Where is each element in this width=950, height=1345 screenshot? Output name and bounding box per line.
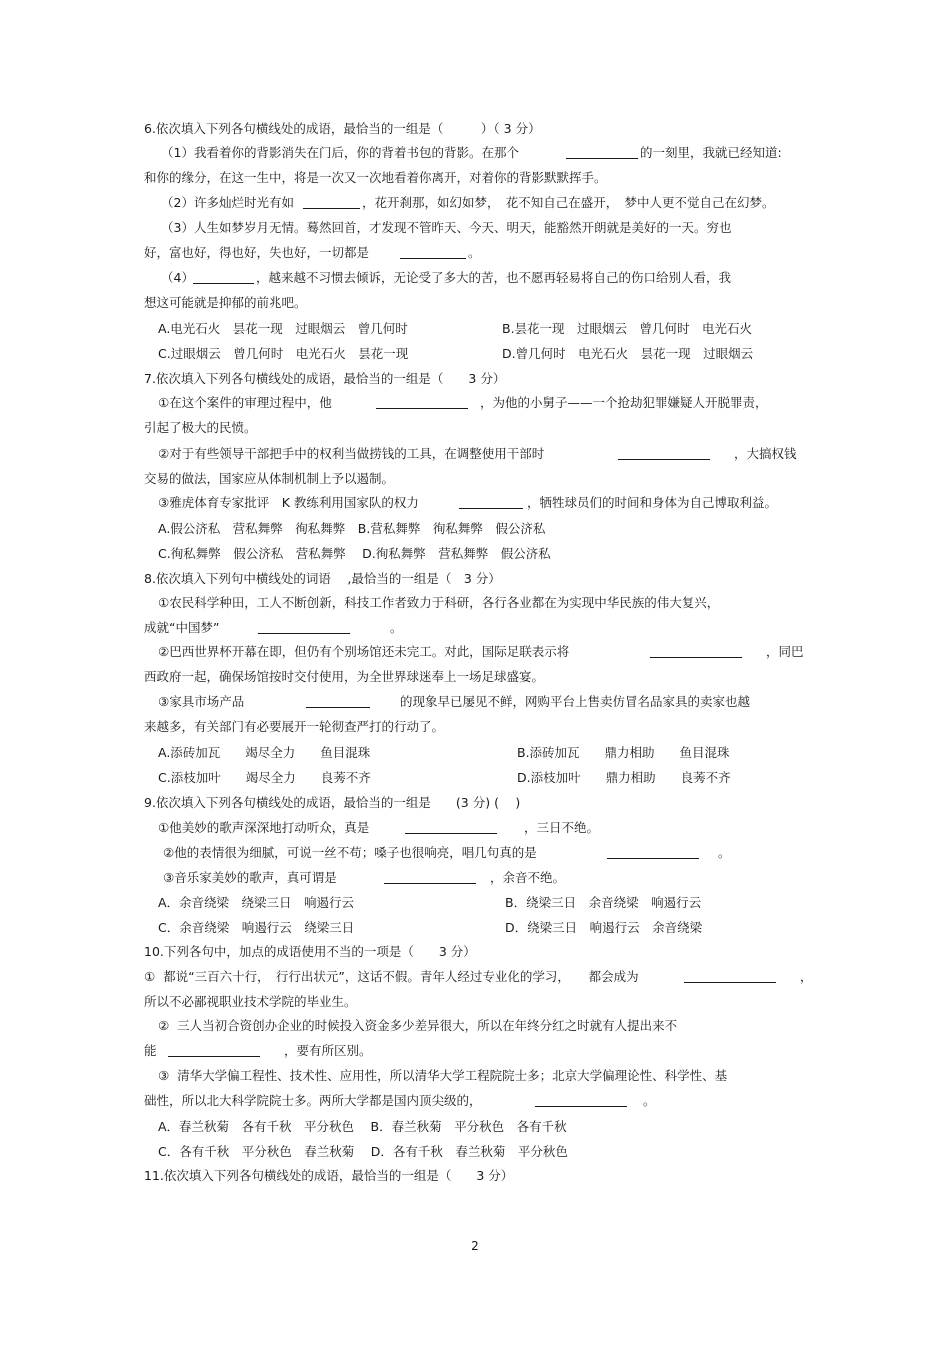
page-number: 2 — [471, 1239, 479, 1253]
q10-sentence3-part2: 础性，所以北大科学院院士多。两所大学都是国内顶尖级的， — [144, 1093, 482, 1108]
q6-sentence1-part2: 的一刻里，我就已经知道: — [640, 145, 782, 160]
q9-option-d: D．绕梁三日 响遏行云 余音绕梁 — [505, 920, 703, 935]
q8-option-c: C.添枝加叶 竭尽全力 良莠不齐 — [158, 770, 371, 785]
q6-sentence1-part3: 和你的缘分，在这一生中，将是一次又一次地看着你离开，对着你的背影默默挥手。 — [144, 170, 607, 185]
q10-blank1 — [684, 970, 776, 983]
q9-sentence1-part1: ①他美妙的歌声深深地打动听众，真是 — [158, 820, 370, 835]
q10-sentence3-part3: 。 — [643, 1093, 656, 1108]
q6-option-b: B.昙花一现 过眼烟云 曾几何时 电光石火 — [502, 321, 753, 336]
q6-sentence4-part2: ，越来越不习惯去倾诉，无论受了多大的苦，也不愿再轻易将自己的伤口给别人看，我 — [256, 270, 732, 285]
q6-option-d: D.曾几何时 电光石火 昙花一现 过眼烟云 — [502, 346, 754, 361]
q10-sentence2-part2: 能 — [144, 1043, 157, 1058]
q6-blank3 — [400, 246, 466, 259]
q7-sentence1-part3: 引起了极大的民愤。 — [144, 420, 257, 435]
q7-sentence1-part1: ①在这个案件的审理过程中，他 — [158, 395, 332, 410]
q7-blank1 — [376, 396, 468, 409]
q11-title: 11.依次填入下列各句横线处的成语，最恰当的一组是（ 3 分） — [144, 1168, 514, 1183]
q10-sentence2-part1: ② 三人当初合资创办企业的时候投入资金多少差异很大，所以在年终分红之时就有人提出来不 — [158, 1018, 678, 1033]
q6-option-c: C.过眼烟云 曾几何时 电光石火 昙花一现 — [158, 346, 409, 361]
q9-option-c: C．余音绕梁 响遏行云 绕梁三日 — [158, 920, 355, 935]
q9-sentence1-part2: ，三日不绝。 — [524, 820, 600, 835]
q7-sentence2-part3: 交易的做法，国家应从体制机制上予以遏制。 — [144, 471, 395, 486]
q6-option-a: A.电光石火 昙花一现 过眼烟云 曾几何时 — [158, 321, 408, 336]
q6-sentence1-part1: （1）我看着你的背影消失在门后，你的背着书包的背影。在那个 — [161, 145, 519, 160]
q8-sentence1-part2: 成就“中国梦” — [144, 620, 220, 635]
q10-sentence1-part2: ， — [800, 969, 813, 984]
q6-sentence2-part2: ，花开刹那，如幻如梦， 花不知自己在盛开， 梦中人更不觉自己在幻梦。 — [362, 195, 775, 210]
q7-sentence1-part2: ，为他的小舅子——一个抢劫犯罪嫌疑人开脱罪责， — [480, 395, 768, 410]
q10-sentence1-part3: 所以不必鄙视职业技术学院的毕业生。 — [144, 994, 357, 1009]
q7-options-cd: C.徇私舞弊 假公济私 营私舞弊 D.徇私舞弊 营私舞弊 假公济私 — [158, 546, 551, 561]
q8-sentence2-part3: 西政府一起，确保场馆按时交付使用，为全世界球迷奉上一场足球盛宴。 — [144, 669, 545, 684]
q8-sentence3-part1: ③家具市场产品 — [158, 694, 245, 709]
q8-blank3 — [306, 695, 370, 708]
q10-title: 10.下列各句中，加点的成语使用不当的一项是（ 3 分） — [144, 944, 476, 959]
q8-sentence1-part1: ①农民科学种田，工人不断创新，科技工作者致力于科研，各行各业都在为实现中华民族的伟大复兴， — [158, 595, 720, 610]
q6-sentence2-part1: （2）许多灿烂时光有如 — [161, 195, 294, 210]
q7-blank3 — [459, 496, 523, 509]
q8-sentence1-part3: 。 — [390, 620, 403, 635]
q8-sentence2-part2: ，同巴 — [766, 644, 804, 659]
q6-sentence4-part3: 想这可能就是抑郁的前兆吧。 — [144, 295, 307, 310]
q6-title: 6.依次填入下列各句横线处的成语，最恰当的一组是（ ）（ 3 分） — [144, 121, 541, 136]
q8-option-d: D.添枝加叶 鼎力相助 良莠不齐 — [517, 770, 731, 785]
q6-sentence3-part2: 好，富也好，得也好，失也好，一切都是 — [144, 245, 370, 260]
q7-blank2 — [618, 447, 710, 460]
q6-sentence4-part1: （4） — [161, 270, 194, 285]
q8-option-a: A.添砖加瓦 竭尽全力 鱼目混珠 — [158, 745, 371, 760]
q9-sentence3-part1: ③音乐家美妙的歌声，真可谓是 — [163, 870, 337, 885]
q9-blank3 — [384, 871, 476, 884]
q8-option-b: B.添砖加瓦 鼎力相助 鱼目混珠 — [517, 745, 730, 760]
q10-options-ab: A．春兰秋菊 各有千秋 平分秋色 B．春兰秋菊 平分秋色 各有千秋 — [158, 1119, 567, 1134]
q6-blank1 — [566, 146, 638, 159]
q7-title: 7.依次填入下列各句横线处的成语，最恰当的一组是（ 3 分） — [144, 371, 506, 386]
q8-sentence2-part1: ②巴西世界杯开幕在即，但仍有个别场馆还未完工。对此，国际足联表示将 — [158, 644, 570, 659]
q7-sentence2-part2: ，大搞权钱 — [734, 446, 797, 461]
q6-blank4 — [193, 271, 254, 284]
q8-blank1 — [258, 621, 350, 634]
q8-sentence3-part3: 来越多，有关部门有必要展开一轮彻查严打的行动了。 — [144, 719, 445, 734]
q9-option-b: B．绕梁三日 余音绕梁 响遏行云 — [505, 895, 702, 910]
q9-sentence3-part2: ，余音不绝。 — [490, 870, 566, 885]
q8-title: 8.依次填入下列句中横线处的词语 ,最恰当的一组是（ 3 分） — [144, 571, 501, 586]
q7-sentence3-part1: ③雅虎体育专家批评 K 教练利用国家队的权力 — [158, 495, 419, 510]
q10-sentence1-part1: ① 都说“三百六十行， 行行出状元”，这话不假。青年人经过专业化的学习， 都会成为 — [144, 969, 639, 984]
q8-blank2 — [650, 645, 742, 658]
q9-blank2 — [607, 846, 699, 859]
q6-sentence3-part1: （3）人生如梦岁月无情。蓦然回首，才发现不管昨天、今天、明天，能豁然开朗就是美好的一天。穷也 — [161, 220, 732, 235]
q7-options-ab: A.假公济私 营私舞弊 徇私舞弊 B.营私舞弊 徇私舞弊 假公济私 — [158, 521, 546, 536]
q9-blank1 — [405, 821, 497, 834]
q9-option-a: A．余音绕梁 绕梁三日 响遏行云 — [158, 895, 355, 910]
q6-sentence3-part3: 。 — [468, 245, 481, 260]
q10-sentence2-part3: ，要有所区别。 — [284, 1043, 372, 1058]
q10-blank3 — [535, 1094, 627, 1107]
q8-sentence3-part2: 的现象早已屡见不鲜，网购平台上售卖仿冒名品家具的卖家也越 — [400, 694, 751, 709]
q9-title: 9.依次填入下列各句横线处的成语，最恰当的一组是 (3 分) ( ) — [144, 795, 521, 810]
q9-sentence2-part2: 。 — [718, 845, 731, 860]
q10-options-cd: C．各有千秋 平分秋色 春兰秋菊 D．各有千秋 春兰秋菊 平分秋色 — [158, 1144, 568, 1159]
q9-sentence2-part1: ②他的表情很为细腻，可说一丝不苟；嗓子也很响亮，唱几句真的是 — [163, 845, 537, 860]
q7-sentence2-part1: ②对于有些领导干部把手中的权利当做捞钱的工具，在调整使用干部时 — [158, 446, 545, 461]
q7-sentence3-part2: ，牺牲球员们的时间和身体为自己博取利益。 — [527, 495, 778, 510]
q10-blank2 — [168, 1044, 260, 1057]
q10-sentence3-part1: ③ 清华大学偏工程性、技术性、应用性，所以清华大学工程院院士多；北京大学偏理论性、科学性、基 — [158, 1068, 728, 1083]
q6-blank2 — [303, 196, 360, 209]
